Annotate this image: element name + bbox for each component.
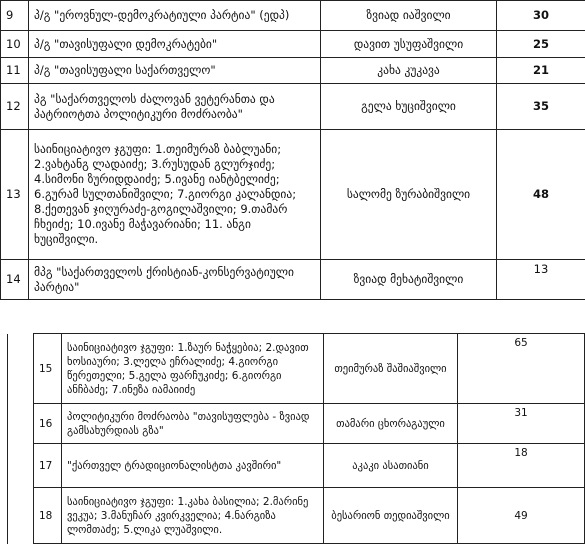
table-row (1, 84, 585, 130)
row-number: 9 (1, 1, 29, 31)
table-row (8, 334, 585, 404)
party-name: მპგ "საქართველოს ქრისტიან-კონსერვატიული პარტია" (29, 260, 321, 300)
leader-name: თეიმურაზ შაშიაშვილი (324, 334, 458, 404)
blank-column (8, 404, 34, 444)
leader-name: ზვიად მეხატიშვილი (321, 260, 497, 300)
row-number: 17 (34, 444, 62, 488)
candidates-table-page-2 (7, 333, 585, 544)
ballot-number: 18 (458, 444, 585, 488)
table-row (1, 58, 585, 84)
blank-column (8, 334, 34, 404)
leader-name: კახა კუკავა (321, 58, 497, 84)
table-row (1, 1, 585, 31)
ballot-number: 49 (458, 488, 585, 544)
ballot-number: 30 (497, 1, 585, 31)
table-row (8, 404, 585, 444)
row-number: 16 (34, 404, 62, 444)
blank-column (8, 488, 34, 544)
ballot-number: 13 (497, 260, 585, 300)
blank-column (8, 444, 34, 488)
party-name: პ/გ "ეროვნულ-დემოკრატიული პარტია" (ედპ) (29, 1, 321, 31)
ballot-number: 21 (497, 58, 585, 84)
table-row (8, 488, 585, 544)
leader-name: თამარი ცხორაგაული (324, 404, 458, 444)
party-name: "ქართველ ტრადიციონალისტთა კავშირი" (62, 444, 324, 488)
table-row (1, 31, 585, 58)
table-row (1, 260, 585, 300)
leader-name: ზვიად იაშვილი (321, 1, 497, 31)
party-name: საინიციატივო ჯგუფი: 1.კახა ბასილია; 2.მარინე ვეკუა; 3.მანუჩარ კვირკველია; 4.ნარგიზა ლომთაძე; 5.ლიკა ლუაშვილი. (62, 488, 324, 544)
table-row (8, 444, 585, 488)
party-name: პ/გ "თავისუფალი დემოკრატები" (29, 31, 321, 58)
leader-name: ბესარიონ თედიაშვილი (324, 488, 458, 544)
row-number: 15 (34, 334, 62, 404)
row-number: 11 (1, 58, 29, 84)
ballot-number: 35 (497, 84, 585, 130)
party-name: პ/გ "თავისუფალი საქართველო" (29, 58, 321, 84)
row-number: 18 (34, 488, 62, 544)
leader-name: აკაკი ასათიანი (324, 444, 458, 488)
table-row (1, 130, 585, 260)
party-name: პგ "საქართველოს ძალოვან ვეტერანთა და პატრიოტთა პოლიტიკური მოძრაობა" (29, 84, 321, 130)
row-number: 12 (1, 84, 29, 130)
ballot-number: 48 (497, 130, 585, 260)
ballot-number: 31 (458, 404, 585, 444)
ballot-number: 65 (458, 334, 585, 404)
party-name: საინიციატივო ჯგუფი: 1.ზაურ ნაჭყებია; 2.დავით ხოსიაური; 3.ლელა ეჩრალიძე; 4.გიორგი წერეთელი; 5.გელა ფარჩუკიძე; 6.გიორგი ანჩბაძე; 7.ინეზა იამაიიძე (62, 334, 324, 404)
row-number: 13 (1, 130, 29, 260)
row-number: 10 (1, 31, 29, 58)
leader-name: დავით უსუფაშვილი (321, 31, 497, 58)
leader-name: გელა ხუციშვილი (321, 84, 497, 130)
party-name: პოლიტიკური მოძრაობა "თავისუფლება - ზვიად გამსახურდიას გზა" (62, 404, 324, 444)
row-number: 14 (1, 260, 29, 300)
ballot-number: 25 (497, 31, 585, 58)
party-name: საინიციატივო ჯგუფი: 1.თეიმურაზ ბაბლუანი; 2.ვახტანგ ლადაიძე; 3.რუსუდან გლურჯიძე; 4.სიმონი ზურიდდაიძე; 5.ივანე იანტბელიძე; 6.გურამ სულთანიშვილი; 7.გიორგი კალანდია; 8.ქეთევან ჯიღურაძე-გოგილაშვილი; 9.თამარ ჩხეიძე; 10.ივანე მაჭავარიანი; 11. ანგი ხუციშვილი. (29, 130, 321, 260)
leader-name: სალომე ზურაბიშვილი (321, 130, 497, 260)
